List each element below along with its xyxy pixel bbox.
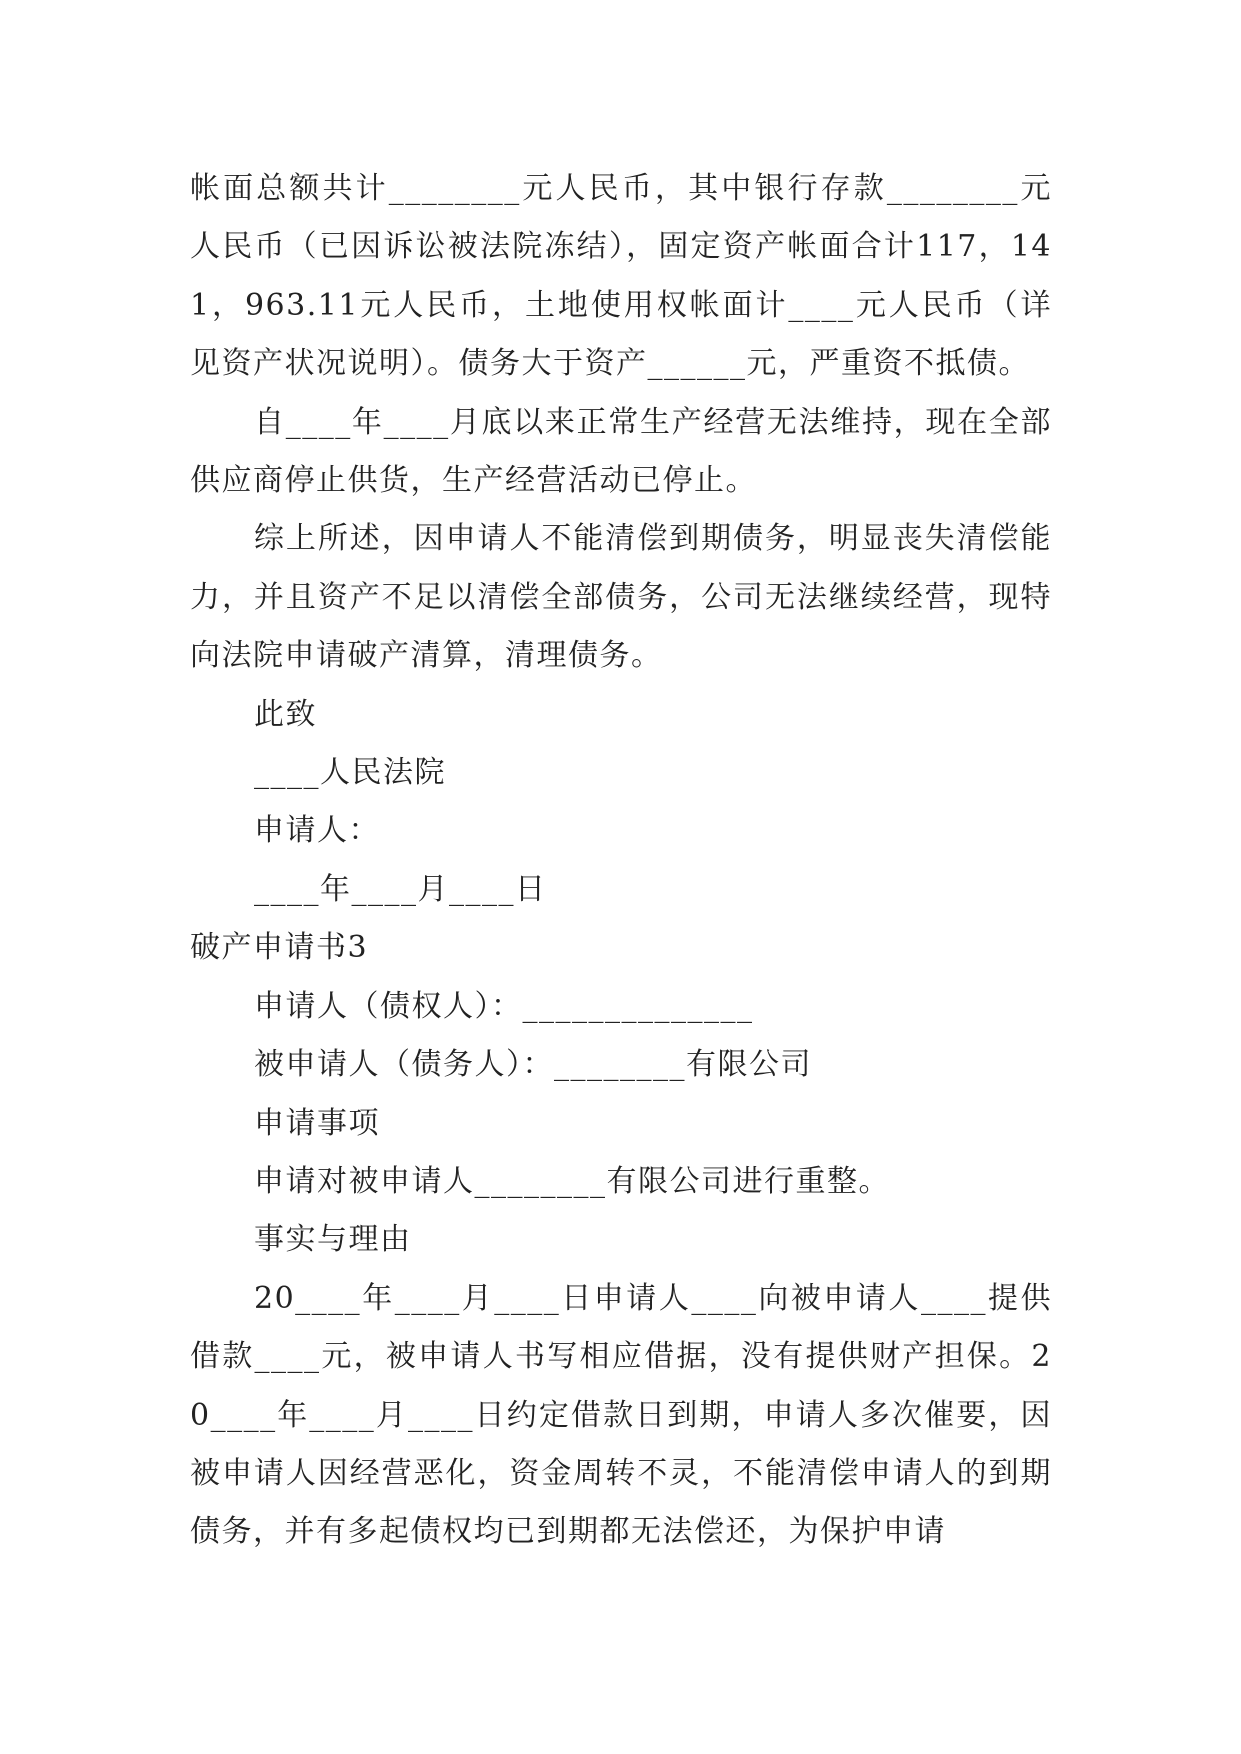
- facts-body: 20____年____月____日申请人____向被申请人____提供借款____元，被申请人书写相应借据，没有提供财产担保。20____年____月____日约定借款日到期，申请人多次催要，因被申请人因经营恶化，资金周转不灵，不能清偿申请人的到期债务，并有多起债权均已到期都无法偿还，为保护申请: [190, 1280, 1052, 1550]
- paragraph-summary: 综上所述，因申请人不能清偿到期债务，明显丧失清偿能力，并且资产不足以清偿全部债务，公司无法继续经营，现特向法院申请破产清算，清理债务。: [190, 521, 1052, 674]
- items-title: 申请事项: [254, 1105, 380, 1141]
- court-name: ____人民法院: [254, 755, 446, 791]
- applicant-signature: 申请人：: [254, 813, 380, 849]
- section-heading: 破产申请书3: [190, 930, 369, 966]
- paragraph-assets: 帐面总额共计________元人民币，其中银行存款________元人民币（已因诉讼被法院冻结），固定资产帐面合计117，141，963.11元人民币，土地使用权帐面计____元人民币（详见资产状况说明）。债务大于资产______元，严重资不抵债。: [190, 171, 1052, 382]
- debtor-line: 被申请人（债务人）：________有限公司: [254, 1047, 812, 1083]
- date-line: ____年____月____日: [254, 871, 547, 907]
- paragraph-since: 自____年____月底以来正常生产经营无法维持，现在全部供应商停止供货，生产经营活动已停止。: [190, 404, 1052, 499]
- items-body: 申请对被申请人________有限公司进行重整。: [254, 1163, 890, 1199]
- facts-title: 事实与理由: [254, 1222, 412, 1258]
- creditor-line: 申请人（债权人）：______________: [254, 988, 754, 1024]
- salutation: 此致: [254, 696, 317, 732]
- document-body: [190, 160, 1052, 1562]
